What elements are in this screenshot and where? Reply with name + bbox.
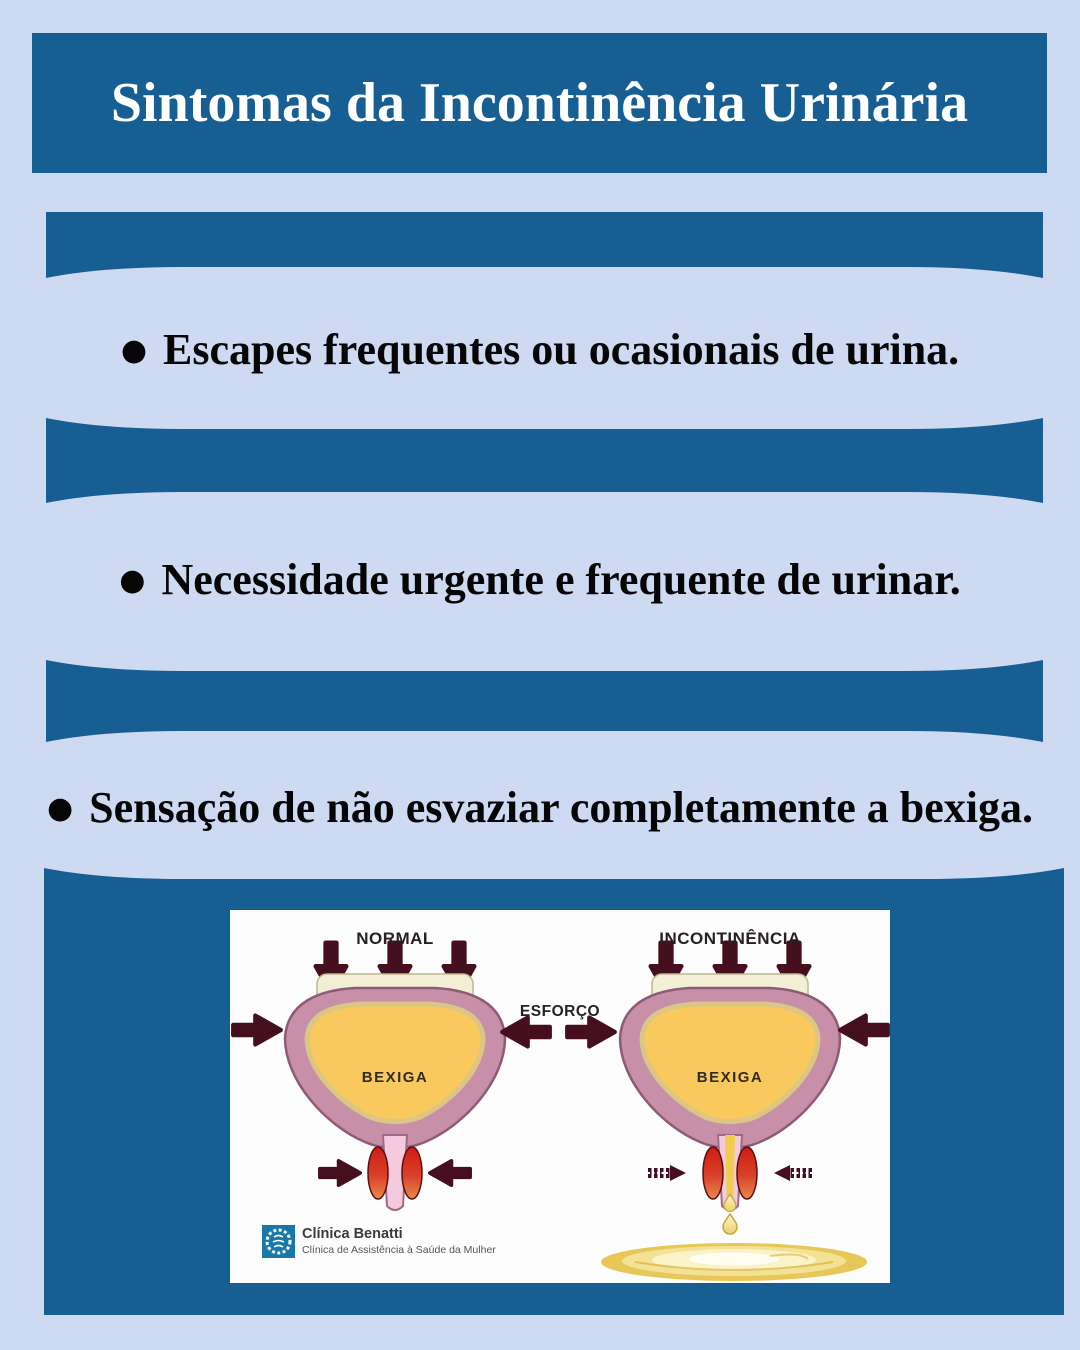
sphincter-muscle <box>402 1147 422 1199</box>
effort-arrow-icon <box>567 1018 615 1047</box>
divider-band-2 <box>46 418 1043 503</box>
normal-bladder-illustration <box>285 943 505 1210</box>
symptom-text-2: Necessidade urgente e frequente de urinar. <box>161 555 961 604</box>
bullet-icon: ● <box>120 333 148 368</box>
symptom-row-3 <box>0 778 1080 838</box>
weak-squeeze-arrow-icon <box>774 1165 812 1181</box>
sphincter-muscle <box>703 1147 723 1199</box>
symptom-text-1: Escapes frequentes ou ocasionais de urina. <box>163 325 960 374</box>
effort-arrow-icon <box>502 1018 550 1047</box>
effort-label: ESFORÇO <box>519 1003 601 1020</box>
clinic-name: Clínica Benatti <box>302 1226 403 1242</box>
bullet-icon: ● <box>119 563 146 598</box>
bullet-icon: ● <box>46 791 74 826</box>
normal-label: NORMAL <box>356 929 434 948</box>
symptom-text-3: Sensação de não esvaziar completamente a bexiga. <box>89 783 1034 832</box>
sphincter-muscle <box>737 1147 757 1199</box>
divider-band-1 <box>46 212 1043 278</box>
laurel-wreath-icon <box>262 1225 295 1258</box>
incontinence-bladder-illustration <box>601 943 867 1281</box>
incontinence-label: INCONTINÊNCIA <box>659 929 801 948</box>
effort-arrow-icon <box>233 1016 281 1045</box>
sphincter-muscle <box>368 1147 388 1199</box>
bladder-label: BEXIGA <box>696 1069 764 1086</box>
weak-squeeze-arrow-icon <box>648 1165 686 1181</box>
effort-arrow-icon <box>840 1016 888 1045</box>
title-band <box>32 33 1047 173</box>
clinic-logo <box>262 1225 496 1258</box>
urine-drop <box>723 1214 737 1234</box>
bladder-diagram-card <box>230 910 890 1283</box>
bladder-label: BEXIGA <box>361 1069 429 1086</box>
symptom-row-2 <box>0 550 1080 610</box>
divider-band-3 <box>46 660 1043 742</box>
page-title: Sintomas da Incontinência Urinária <box>110 72 969 134</box>
squeeze-arrow-icon <box>320 1161 360 1185</box>
symptom-row-1 <box>0 320 1080 380</box>
squeeze-arrow-icon <box>430 1161 470 1185</box>
clinic-logo-mark <box>262 1225 295 1258</box>
urine-puddle <box>601 1243 867 1281</box>
clinic-subtitle: Clínica de Assistência à Saúde da Mulher <box>302 1244 496 1256</box>
